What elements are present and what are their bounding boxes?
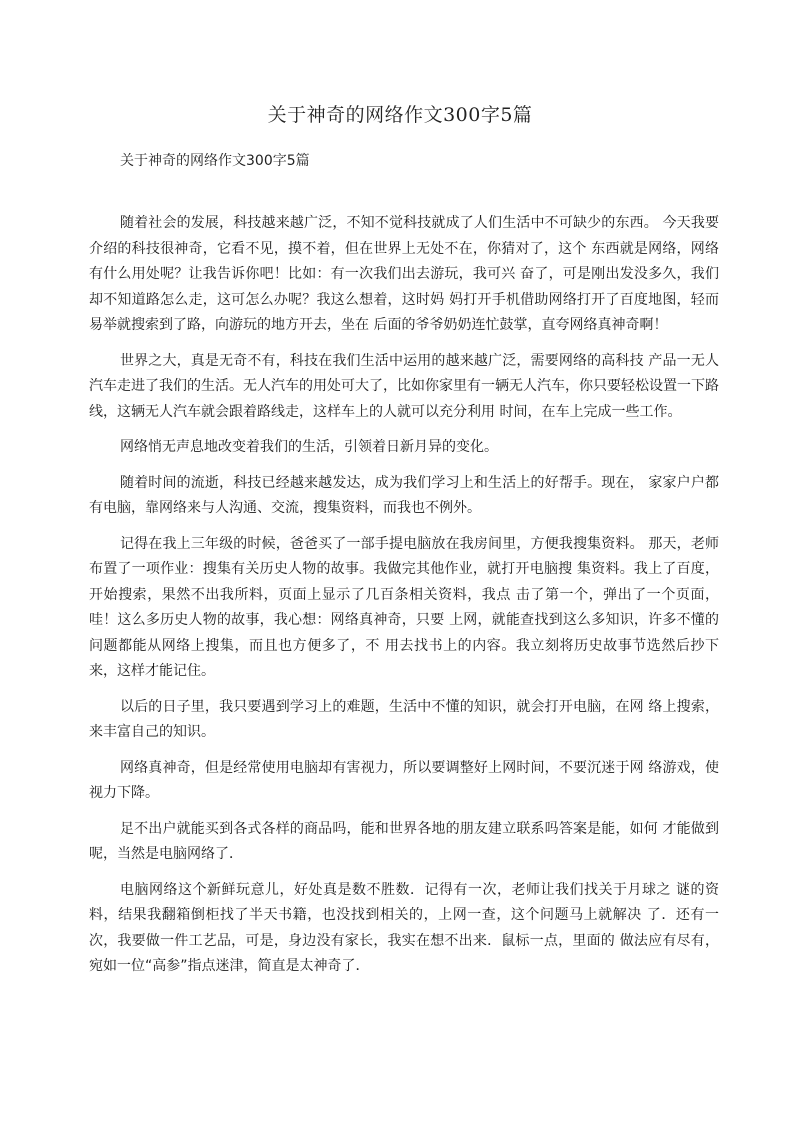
paragraph-5: 记得在我上三年级的时候，爸爸买了一部手提电脑放在我房间里，方便我搜集资料。 那天，老师布置了一项作业：搜集有关历史人物的故事。我做完其他作业，就打开电脑搜 集资料。我上了百度，开始搜索，果然不出我所料，页面上显示了几百条相关资料，我点 击了第一个，弹出了一个页面，哇！这么多历史人物的故事，我心想：网络真神奇，只要 上网，就能查找到这么多知识，许多不懂的问题都能从网络上搜集，而且也方便多了，不 用去找书上的内容。我立刻将历史故事节选然后抄下来，这样才能记住。 <box>89 535 719 679</box>
paragraph-9: 电脑网络这个新鲜玩意儿，好处真是数不胜数．记得有一次，老师让我们找关于月球之 谜的资料，结果我翻箱倒柜找了半天书籍，也没找到相关的，上网一查，这个问题马上就解决 了．还有一次，我要做一件工艺品，可是，身边没有家长，我实在想不出来．鼠标一点，里面的 做法应有尽有，宛如一位“高参”指点迷津，简直是太神奇了． <box>89 881 719 974</box>
article-body <box>89 211 719 990</box>
paragraph-1: 随着社会的发展，科技越来越广泛，不知不觉科技就成了人们生活中不可缺少的东西。 今天我要介绍的科技很神奇，它看不见，摸不着，但在世界上无处不在，你猜对了，这个 东西就是网络，网络有什么用处呢？让我告诉你吧！比如：有一次我们出去游玩，我可兴 奋了，可是刚出发没多久，我们却不知道路怎么走，这可怎么办呢？我这么想着，这时妈 妈打开手机借助网络打开了百度地图，轻而易举就搜索到了路，向游玩的地方开去，坐在 后面的爷爷奶奶连忙鼓掌，直夸网络真神奇啊！ <box>89 215 719 333</box>
paragraph-3: 网络悄无声息地改变着我们的生活，引领着日新月异的变化。 <box>120 439 498 455</box>
paragraph-8: 足不出户就能买到各式各样的商品吗，能和世界各地的朋友建立联系吗答案是能，如何 才能做到呢，当然是电脑网络了． <box>89 820 719 862</box>
page-title: 关于神奇的网络作文300字5篇 <box>267 104 533 126</box>
paragraph-6: 以后的日子里，我只要遇到学习上的难题，生活中不懂的知识，就会打开电脑，在网 络上搜索，来丰富自己的知识。 <box>89 698 719 740</box>
paragraph-2: 世界之大，真是无奇不有，科技在我们生活中运用的越来越广泛，需要网络的高科技 产品一无人汽车走进了我们的生活。无人汽车的用处可大了，比如你家里有一辆无人汽车，你只要轻松设置一下路线，这辆无人汽车就会跟着路线走，这样车上的人就可以充分利用 时间，在车上完成一些工作。 <box>89 352 719 420</box>
document-subtitle: 关于神奇的网络作文300字5篇 <box>120 153 310 169</box>
paragraph-7: 网络真神奇，但是经常使用电脑却有害视力，所以要调整好上网时间，不要沉迷于网 络游戏，使视力下降。 <box>89 759 719 801</box>
paragraph-4: 随着时间的流逝，科技已经越来越发达，成为我们学习上和生活上的好帮手。现在， 家家户户都有电脑，靠网络来与人沟通、交流，搜集资料，而我也不例外。 <box>89 474 719 516</box>
